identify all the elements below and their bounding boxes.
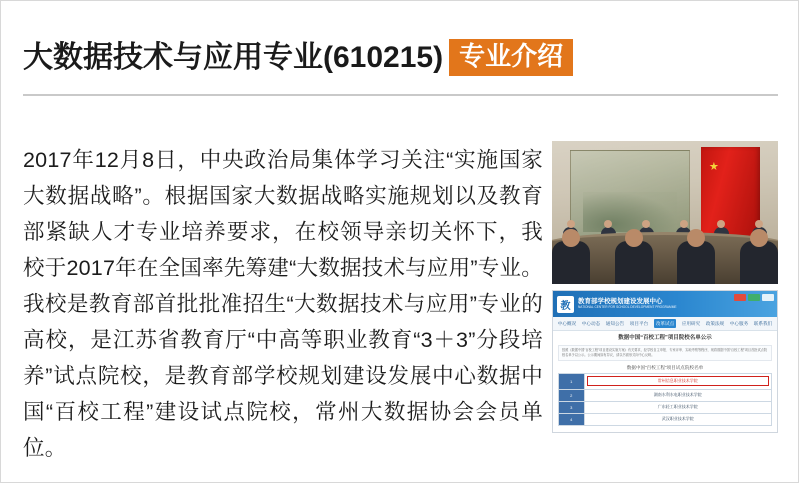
site-title-en: NATIONAL CENTER FOR SCHOOL DEVELOPMENT PROGRAMME [578, 304, 677, 309]
photo-front-row [552, 241, 778, 284]
page-title [23, 39, 573, 76]
photo-person [552, 241, 590, 284]
row-index: 2 [559, 389, 585, 401]
row-school-name [584, 373, 771, 389]
nav-item[interactable]: 应用研究 [681, 320, 701, 326]
site-body [553, 331, 777, 432]
table-row [559, 373, 772, 389]
website-screenshot [552, 290, 778, 433]
site-title-block [578, 298, 676, 309]
row-school-name: 广东轻工职业技术学院 [584, 401, 771, 413]
row-school-name: 武汉职业技术学院 [584, 413, 771, 425]
site-table-title: 数据中国“百校工程”项目试点院校名单 [626, 364, 704, 370]
site-article-note: 按照《数据中国“百校工程”项目建设实施方案》有关要求，经学校自主申报、专家评审、实地考察等程序，现将数据中国“百校工程”项目首批试点院校名单予以公示。公示期间如有异议，请以书面形式向中心反映。 [558, 345, 772, 361]
row-index: 1 [559, 373, 585, 389]
header-chip-icon [748, 294, 760, 301]
site-table [558, 373, 772, 426]
site-header-badges [734, 294, 774, 301]
header-chip-icon [734, 294, 746, 301]
photo-person [615, 241, 653, 284]
site-article-title: 数据中国“百校工程”项目院校名单公示 [618, 335, 712, 341]
body-paragraph: 2017年12月8日，中央政治局集体学习关注“实施国家大数据战略”。根据国家大数据战略实施规划以及教育部紧缺人才专业培养要求，在校领导亲切关怀下，我校于2017年在全国率先筹建“大数据技术与应用”专业。我校是教育部首批批准招生“大数据技术与应用”专业的高校，是江苏省教育厅“中高等职业教育“3＋3”分段培养”试点院校，是教育部学校规划建设发展中心数据中国“百校工程”建设试点院校，常州大数据协会会员单位。 [23, 148, 543, 460]
site-header [553, 291, 777, 317]
title-badge: 专业介绍 [449, 39, 573, 76]
site-title-cn: 教育部学校规划建设发展中心 [578, 298, 663, 306]
title-text: 大数据技术与应用专业(610215) [23, 40, 444, 74]
meeting-photo [552, 141, 778, 284]
title-divider [23, 94, 778, 96]
highlighted-school: 常州信息职业技术学院 [587, 376, 769, 386]
nav-item[interactable]: 中心服务 [729, 320, 749, 326]
photo-person [740, 241, 778, 284]
row-index: 4 [559, 413, 585, 425]
nav-item[interactable]: 政策法规 [705, 320, 725, 326]
nav-item[interactable]: 项目平台 [629, 320, 649, 326]
table-row [559, 389, 772, 401]
nav-item[interactable]: 联系我们 [753, 320, 773, 326]
row-school-name: 湖南水利水电职业技术学院 [584, 389, 771, 401]
site-nav[interactable] [553, 317, 777, 331]
row-index: 3 [559, 401, 585, 413]
header-chip-icon [762, 294, 774, 301]
table-row [559, 401, 772, 413]
nav-item[interactable]: 通知公告 [605, 320, 625, 326]
site-logo-icon: 教 [557, 296, 574, 313]
table-row [559, 413, 772, 425]
nav-item[interactable]: 中心概况 [557, 320, 577, 326]
nav-item[interactable]: 中心动态 [581, 320, 601, 326]
media-column [552, 141, 778, 433]
nav-item-active[interactable]: 改革试点 [654, 319, 676, 328]
photo-person [677, 241, 715, 284]
